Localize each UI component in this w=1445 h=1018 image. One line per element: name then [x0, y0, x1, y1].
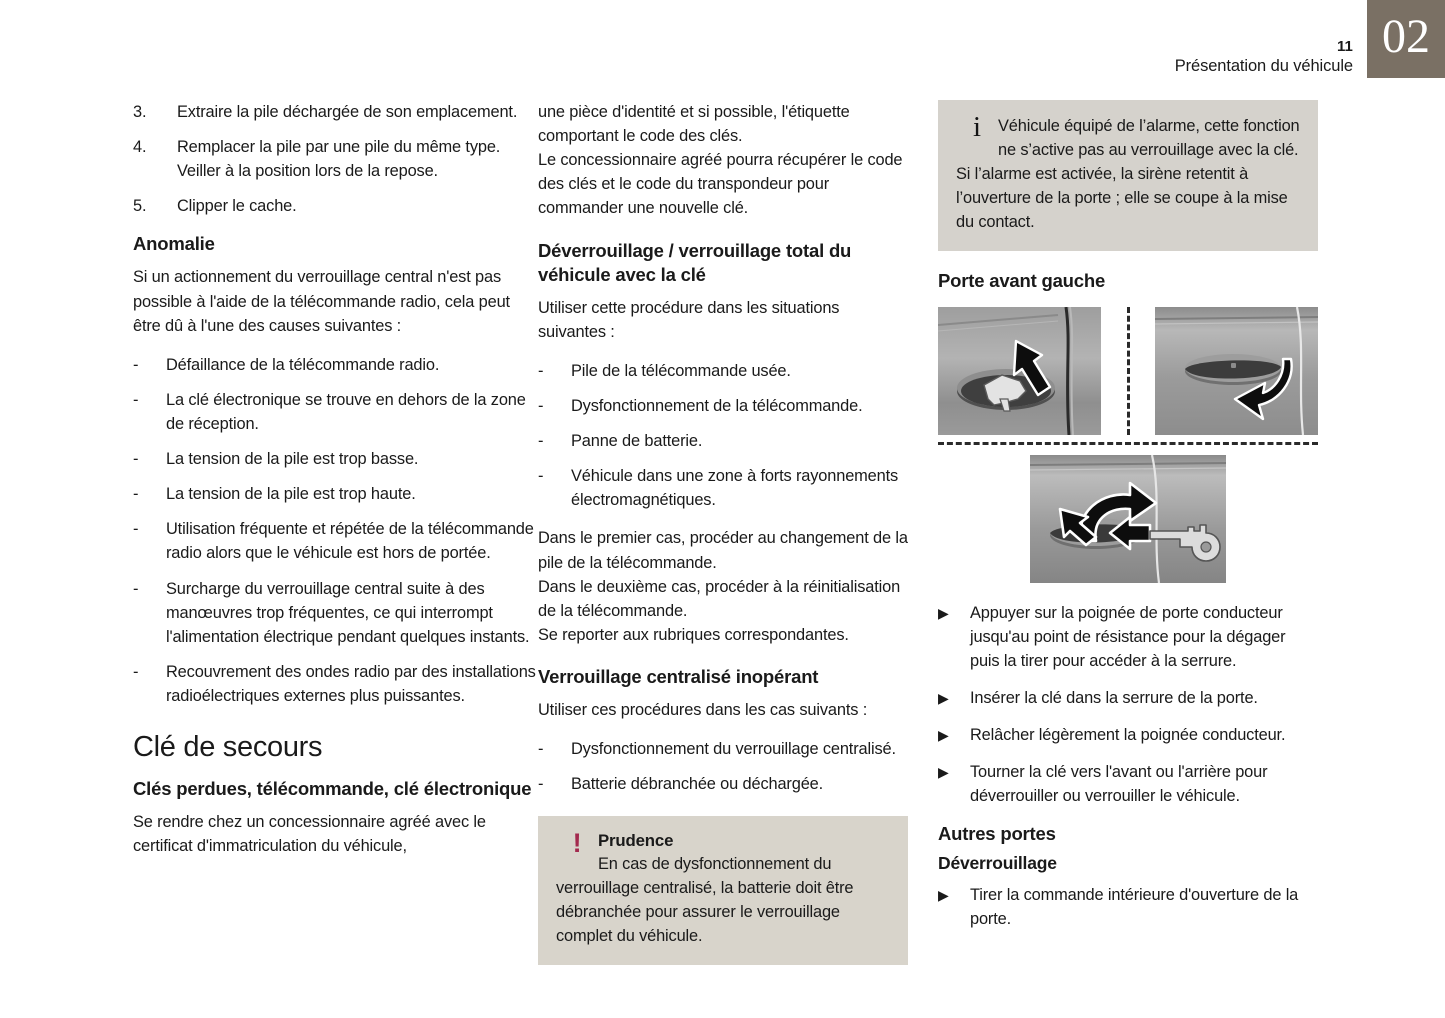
list-marker: 3.	[133, 103, 147, 121]
list-marker: -	[133, 520, 139, 539]
paragraph-anomalie: Si un actionnement du verrouillage central n'est pas possible à l'aide de la télécommande radio, cela peut être dû à l'une des causes suivantes :	[133, 268, 510, 335]
exclamation-icon: !	[572, 828, 582, 859]
list-item	[133, 482, 538, 506]
callout-body-first: Véhicule équipé de l’alarme, cette fonction ne s’active pas au verrouillage avec la clé.	[998, 117, 1300, 160]
key-insert-turn-svg	[1030, 455, 1226, 583]
page-number: 11	[1336, 38, 1353, 55]
triangle-bullet-icon: ▶	[938, 764, 949, 781]
list-item-text: La clé électronique se trouve en dehors de la zone de réception.	[166, 390, 526, 434]
alarm-info-callout	[938, 100, 1318, 251]
paragraph-utiliser-procedure: Utiliser cette procédure dans les situations suivantes :	[538, 298, 840, 341]
illustration-row-top	[938, 307, 1318, 435]
chapter-number: 02	[1382, 10, 1430, 63]
horizontal-dashed-divider	[938, 435, 1318, 453]
list-marker: -	[538, 467, 544, 486]
door-handle-press-illustration	[938, 307, 1101, 435]
list-marker: -	[538, 361, 544, 380]
list-item-text: La tension de la pile est trop basse.	[166, 450, 419, 469]
list-item-text: Pile de la télécommande usée.	[571, 361, 791, 380]
list-item	[938, 686, 1318, 710]
list-item	[538, 737, 908, 761]
callout-body: En cas de dysfonctionnement du verrouillage centralisé, la batterie doit être débranchée pour assurer le verrouillage complet du véhicule.	[556, 855, 854, 946]
list-item-text: Dysfonctionnement de la télécommande.	[571, 396, 863, 415]
list-marker: -	[133, 450, 139, 469]
cas-list	[538, 737, 908, 796]
illustration-row-bottom	[938, 455, 1318, 583]
chapter-tab	[1367, 0, 1445, 78]
list-item	[938, 760, 1318, 808]
list-marker: -	[538, 396, 544, 415]
list-item-text: Appuyer sur la poignée de porte conducteur jusqu'au point de résistance pour la dégager puis la tirer pour accéder à la serrure.	[970, 603, 1286, 670]
list-item-text: Insérer la clé dans la serrure de la porte.	[970, 688, 1258, 707]
dashed-line	[938, 442, 1318, 445]
heading-autres-portes: Autres portes	[938, 823, 1056, 845]
callout-body-second: Si l’alarme est activée, la sirène retentit à l’ouverture de la porte ; elle se coupe à la mise du contact.	[956, 165, 1288, 232]
heading-porte-avant-gauche: Porte avant gauche	[938, 269, 1106, 291]
door-steps-list	[938, 601, 1318, 809]
callout-title: Prudence	[598, 831, 674, 851]
list-item-text: Extraire la pile déchargée de son emplacement.	[177, 103, 518, 121]
list-marker: -	[133, 485, 139, 504]
paragraph-premier-cas: Dans le premier cas, procéder au changement de la pile de la télécommande.	[538, 529, 908, 572]
list-item-text: Défaillance de la télécommande radio.	[166, 355, 440, 374]
info-icon: i	[973, 111, 981, 143]
list-marker: -	[538, 740, 544, 759]
list-item-text: Clipper le cache.	[177, 197, 297, 216]
vertical-dashed-divider	[1101, 307, 1155, 435]
list-item	[133, 660, 538, 708]
door-handle-pull-illustration	[1155, 307, 1318, 435]
list-item	[938, 723, 1318, 747]
list-item-text: Surcharge du verrouillage central suite à des manœuvres trop fréquentes, ce qui interrompt l'alimentation électrique pendant quelques instants.	[166, 579, 530, 646]
list-item-text: Remplacer la pile par une pile du même type. Veiller à la position lors de la repose.	[177, 138, 501, 181]
list-item	[938, 883, 1318, 931]
dashed-line	[1127, 307, 1130, 435]
prudence-callout	[538, 816, 908, 964]
paragraph-utiliser-procedures: Utiliser ces procédures dans les cas suivants :	[538, 701, 868, 719]
list-item	[538, 429, 908, 453]
list-item-text: Batterie débranchée ou déchargée.	[571, 775, 824, 794]
list-item-text: Tourner la clé vers l'avant ou l'arrière pour déverrouiller ou verrouiller le véhicule.	[970, 763, 1268, 806]
list-item	[538, 464, 908, 512]
list-marker: 4.	[133, 138, 147, 157]
causes-list	[133, 353, 538, 708]
autres-portes-steps-list	[938, 883, 1318, 931]
key-insert-turn-illustration	[1030, 455, 1226, 583]
list-item-text: Recouvrement des ondes radio par des installations radioélectriques externes plus puissantes.	[166, 662, 536, 706]
list-item	[538, 772, 908, 796]
column-2	[538, 100, 908, 1018]
heading-deverrouillage-total: Déverrouillage / verrouillage total du véhicule avec la clé	[538, 239, 852, 285]
list-item	[133, 388, 538, 436]
battery-steps-list	[133, 100, 538, 218]
list-marker: 5.	[133, 197, 147, 216]
list-marker: -	[133, 662, 139, 681]
list-item	[133, 135, 538, 183]
list-item-text: Panne de batterie.	[571, 432, 703, 451]
door-illustrations-block	[938, 307, 1318, 583]
triangle-bullet-icon: ▶	[938, 604, 949, 621]
content-columns	[0, 100, 1445, 1018]
triangle-bullet-icon: ▶	[938, 689, 949, 706]
heading-cle-de-secours: Clé de secours	[133, 731, 323, 764]
list-marker: -	[133, 579, 139, 598]
list-item	[538, 359, 908, 383]
list-marker: -	[133, 355, 139, 374]
list-item	[133, 577, 538, 649]
list-item	[133, 100, 538, 124]
paragraph-concessionnaire: Se rendre chez un concessionnaire agréé avec le certificat d'immatriculation du véhicule,	[133, 812, 486, 856]
list-item	[133, 517, 538, 565]
paragraph-code-cles: Le concessionnaire agréé pourra récupérer le code des clés et le code du transpondeur pour commander une nouvelle clé.	[538, 151, 903, 218]
list-item	[133, 194, 538, 218]
paragraph-se-reporter: Se reporter aux rubriques correspondantes.	[538, 625, 849, 644]
list-item	[538, 394, 908, 418]
page-header	[845, 0, 1445, 92]
door-handle-pull-svg	[1155, 307, 1318, 435]
list-item-text: Utilisation fréquente et répétée de la télécommande radio alors que le véhicule est hors de portée.	[166, 520, 534, 563]
door-handle-press-svg	[938, 307, 1101, 435]
list-item-text: Dysfonctionnement du verrouillage centralisé.	[571, 740, 896, 759]
list-item-text: Tirer la commande intérieure d'ouverture de la porte.	[970, 886, 1299, 929]
list-item-text: La tension de la pile est trop haute.	[166, 485, 416, 504]
list-marker: -	[538, 775, 544, 794]
triangle-bullet-icon: ▶	[938, 887, 949, 904]
heading-verrouillage-inoperant: Verrouillage centralisé inopérant	[538, 665, 819, 687]
header-text-group	[1175, 0, 1367, 78]
list-marker: -	[133, 390, 139, 409]
list-item	[133, 447, 538, 471]
section-title: Présentation du véhicule	[1174, 57, 1353, 76]
heading-deverrouillage: Déverrouillage	[938, 853, 1057, 874]
list-marker: -	[538, 432, 544, 451]
column-1	[133, 100, 538, 1018]
situations-list	[538, 359, 908, 513]
heading-anomalie: Anomalie	[133, 233, 215, 255]
list-item	[133, 353, 538, 377]
triangle-bullet-icon: ▶	[938, 727, 949, 744]
paragraph-deuxieme-cas: Dans le deuxième cas, procéder à la réinitialisation de la télécommande.	[538, 577, 901, 620]
list-item-text: Relâcher légèrement la poignée conducteur.	[970, 726, 1286, 745]
list-item	[938, 601, 1318, 673]
heading-cles-perdues: Clés perdues, télécommande, clé électronique	[133, 777, 532, 799]
list-item-text: Véhicule dans une zone à forts rayonnements électromagnétiques.	[571, 467, 899, 510]
paragraph-piece-identite: une pièce d'identité et si possible, l'étiquette comportant le code des clés.	[538, 103, 850, 146]
column-3	[938, 100, 1318, 1018]
